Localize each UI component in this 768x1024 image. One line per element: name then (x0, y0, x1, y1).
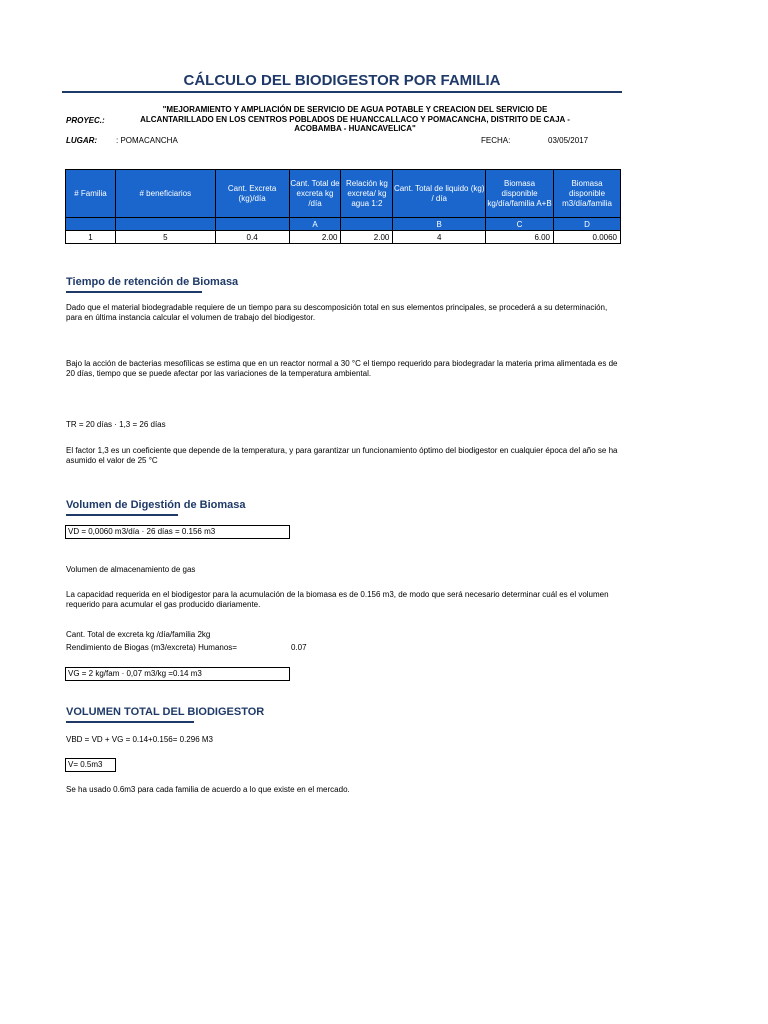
letter-cell (341, 218, 393, 231)
biodigester-table (65, 169, 621, 244)
letter-cell-c: C (486, 218, 554, 231)
cell-beneficiarios: 5 (115, 231, 215, 244)
retencion-paragraph-1: Dado que el material biodegradable requiere de un tiempo para su descomposición total en sus elementos principales, se procederá a su determinación, para en última instancia calcular el volumen de trabajo del biodigestor. (66, 303, 608, 322)
excreta-line: Cant. Total de excreta kg /día/familia 2kg (66, 630, 211, 639)
v-result-box: V= 0.5m3 (65, 758, 116, 772)
lugar-label: LUGAR: (66, 136, 98, 145)
almacenamiento-subtitle: Volumen de almacenamiento de gas (66, 565, 196, 574)
letter-cell-a: A (289, 218, 341, 231)
cell-familia: 1 (66, 231, 116, 244)
section-underline (66, 721, 194, 723)
letter-cell (115, 218, 215, 231)
cell-relacion: 2.00 (341, 231, 393, 244)
vd-formula-box: VD = 0,0060 m3/día · 26 días = 0.156 m3 (65, 525, 290, 539)
mercado-note: Se ha usado 0.6m3 para cada familia de acuerdo a lo que existe en el mercado. (66, 785, 350, 794)
col-header-biomasa-m3: Biomasa disponible m3/día/familia (554, 170, 621, 218)
fecha-value: 03/05/2017 (548, 136, 589, 145)
letter-cell (215, 218, 289, 231)
retencion-paragraph-2: Bajo la acción de bacterias mesofílicas se estima que en un reactor normal a 30 °C el tiempo requerido para biodegradar la materia prima alimentada es de 20 días, tiempo que se puede afectar por las variaciones de la temperatura ambiental. (66, 359, 618, 378)
section-title-retencion: Tiempo de retención de Biomasa (66, 276, 239, 288)
digestion-paragraph: La capacidad requerida en el biodigestor para la acumulación de la biomasa es de 0.156 m3, de modo que será necesario determinar cuál es el volumen requerido para acumular el gas producido diariamente. (66, 590, 609, 609)
page-title: CÁLCULO DEL BIODIGESTOR POR FAMILIA (183, 72, 501, 89)
rendimiento-label: Rendimiento de Biogas (m3/excreta) Humanos= (66, 643, 237, 652)
cell-total-excreta: 2.00 (289, 231, 341, 244)
col-header-excreta: Cant. Excreta (kg)/día (215, 170, 289, 218)
col-header-total-liquido: Cant. Total de liquido (kg) / día (393, 170, 486, 218)
vg-formula-box: VG = 2 kg/fam · 0,07 m3/kg =0.14 m3 (65, 667, 290, 681)
proyec-label: PROYEC.: (66, 116, 105, 125)
vbd-formula: VBD = VD + VG = 0.14+0.156= 0.296 M3 (66, 735, 213, 744)
col-header-total-excreta: Cant. Total de excreta kg /día (289, 170, 341, 218)
title-underline (62, 91, 622, 93)
fecha-label: FECHA: (481, 136, 511, 145)
tr-formula: TR = 20 días · 1,3 = 26 días (66, 420, 166, 429)
cell-total-liquido: 4 (393, 231, 486, 244)
section-underline (66, 291, 202, 293)
lugar-value: : POMACANCHA (116, 136, 178, 145)
rendimiento-value: 0.07 (291, 643, 307, 652)
letter-cell (66, 218, 116, 231)
cell-biomasa-kg: 6.00 (486, 231, 554, 244)
table-row (66, 231, 621, 244)
letter-cell-d: D (554, 218, 621, 231)
project-line-1: "MEJORAMIENTO Y AMPLIACIÓN DE SERVICIO DE AGUA POTABLE Y CREACION DEL SERVICIO DE (162, 105, 548, 114)
cell-excreta: 0.4 (215, 231, 289, 244)
project-description (120, 105, 590, 134)
col-header-familia: # Familia (66, 170, 116, 218)
section-underline (66, 514, 178, 516)
col-header-beneficiarios: # beneficiarios (115, 170, 215, 218)
project-line-2: ALCANTARILLADO EN LOS CENTROS POBLADOS DE HUANCCALLACO Y POMACANCHA, DISTRITO DE CAJA - (140, 114, 570, 124)
section-title-volumen-total: VOLUMEN TOTAL DEL BIODIGESTOR (66, 706, 265, 718)
col-header-relacion: Relación kg excreta/ kg agua 1:2 (341, 170, 393, 218)
table-letters-row (66, 218, 621, 231)
retencion-paragraph-3: El factor 1,3 es un coeficiente que depende de la temperatura, y para garantizar un funcionamiento óptimo del biodigestor en cualquier época del año se ha asumido el valor de 25 °C (66, 446, 618, 465)
section-title-digestion: Volumen de Digestión de Biomasa (66, 499, 246, 511)
letter-cell-b: B (393, 218, 486, 231)
table-header-row (66, 170, 621, 218)
col-header-biomasa-kg: Biomasa disponible kg/día/familia A+B (486, 170, 554, 218)
cell-biomasa-m3: 0.0060 (554, 231, 621, 244)
project-line-3: ACOBAMBA - HUANCAVELICA" (294, 124, 416, 133)
